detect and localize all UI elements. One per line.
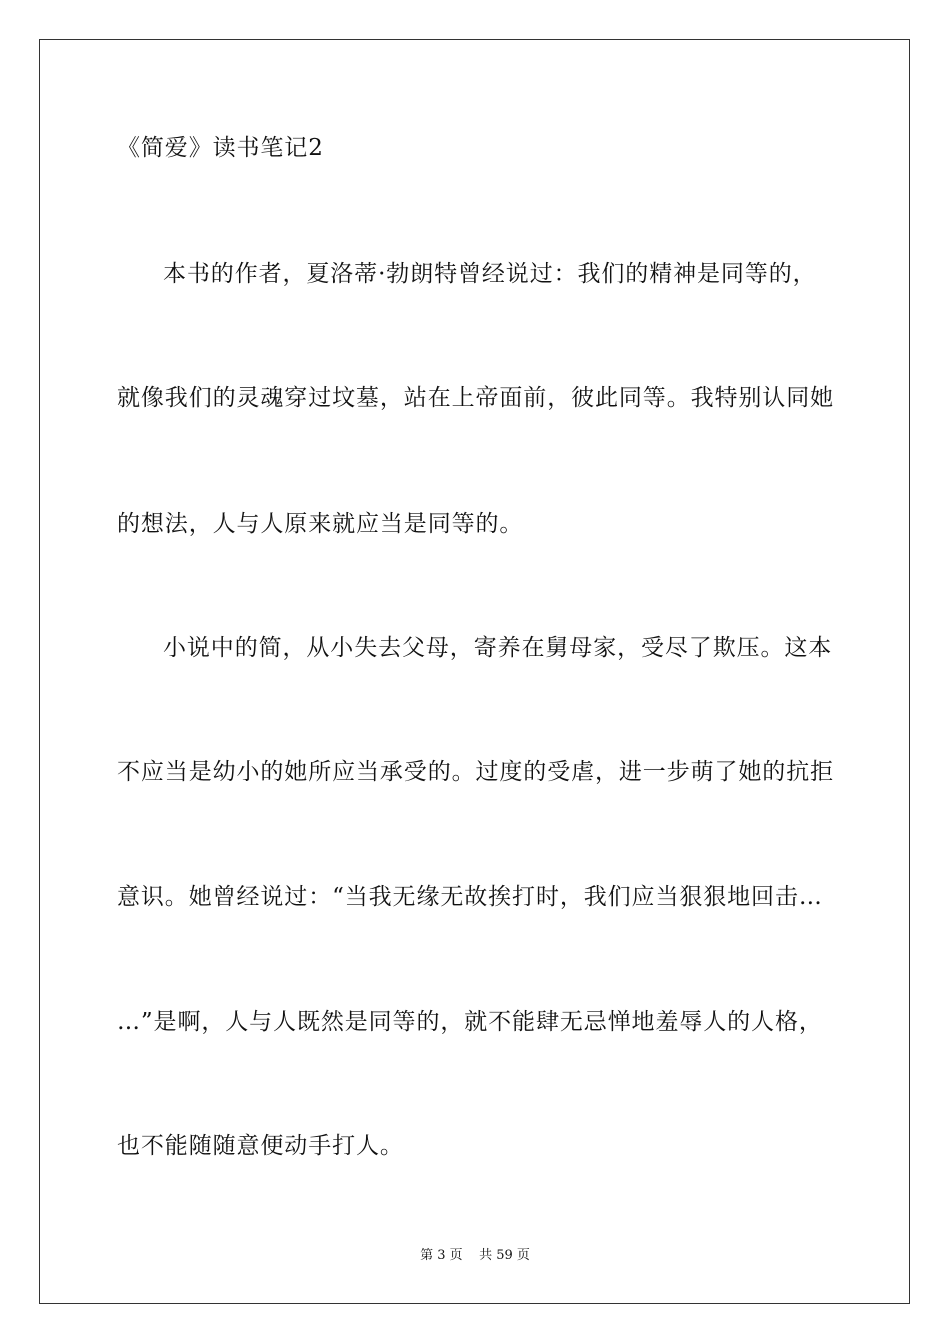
paragraph-2-line-5: 也不能随随意便动手打人。: [117, 1133, 404, 1159]
paragraph-2-line-4: …”是啊，人与人既然是同等的，就不能肆无忌惮地羞辱人的人格，: [117, 1009, 823, 1035]
paragraph-2-line-1: 小说中的简，从小失去父母，寄养在舅母家，受尽了欺压。这本: [163, 635, 833, 661]
paragraph-1-line-1: 本书的作者，夏洛蒂·勃朗特曾经说过：我们的精神是同等的，: [163, 261, 817, 287]
page-border: [39, 39, 910, 1304]
paragraph-1-line-2: 就像我们的灵魂穿过坟墓，站在上帝面前，彼此同等。我特别认同她: [117, 385, 834, 411]
page-number-footer: 第 3 页 共 59 页: [420, 1248, 530, 1263]
paragraph-2-line-3: 意识。她曾经说过：“当我无缘无故挨打时，我们应当狠狠地回击…: [117, 884, 823, 910]
paragraph-2-line-2: 不应当是幼小的她所应当承受的。过度的受虐，进一步萌了她的抗拒: [117, 759, 834, 785]
document-title: 《简爱》读书笔记2: [117, 135, 324, 161]
paragraph-1-line-3: 的想法，人与人原来就应当是同等的。: [117, 511, 524, 537]
